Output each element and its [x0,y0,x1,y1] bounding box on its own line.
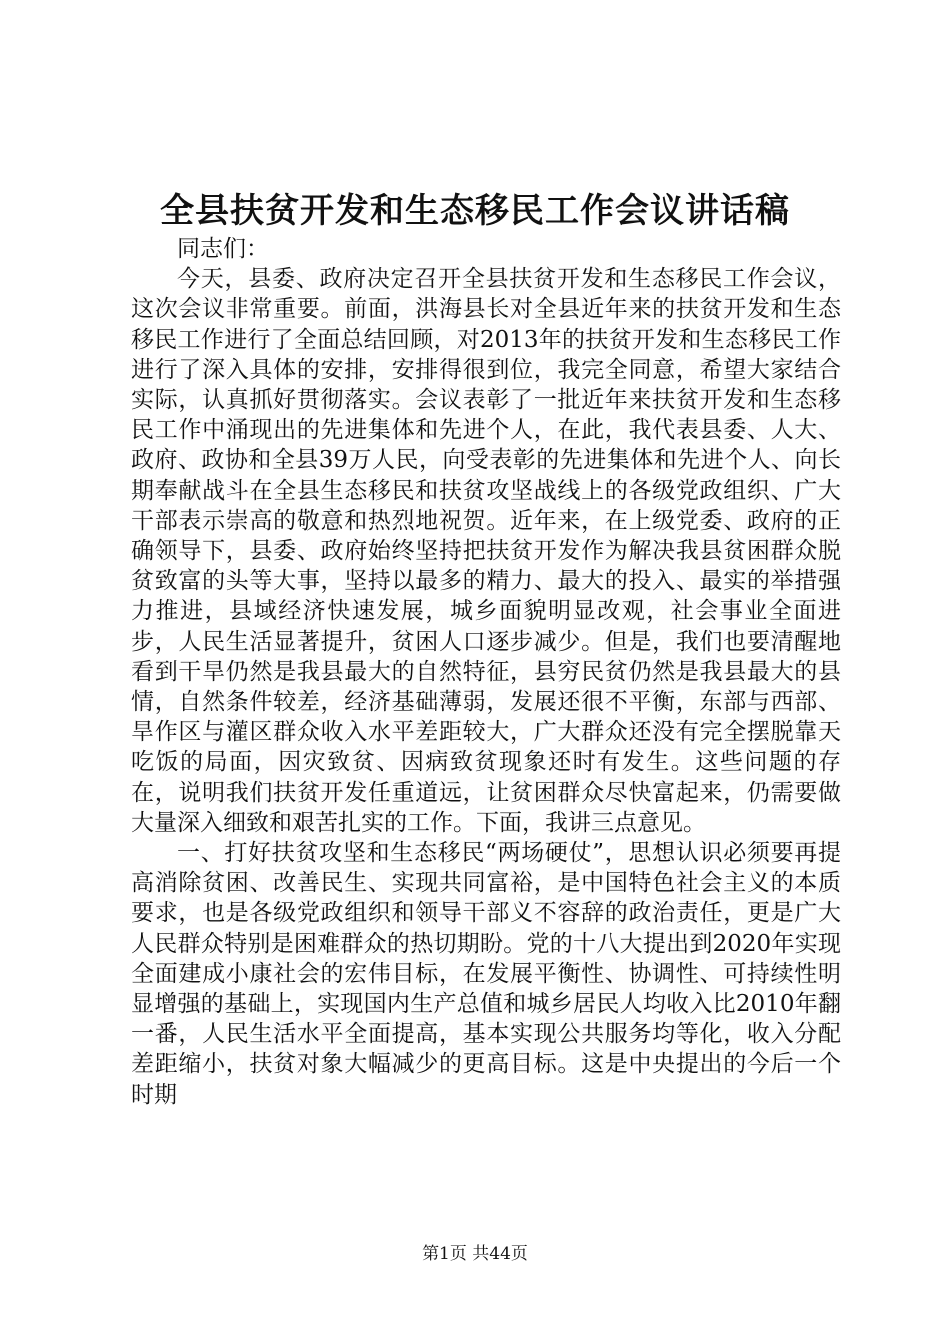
salutation-paragraph: 同志们： [177,236,269,262]
document-title: 全县扶贫开发和生态移民工作会议讲话稿 [160,191,790,231]
document-body [131,234,841,1110]
body-paragraph: 一、打好扶贫攻坚和生态移民“两场硬仗”，思想认识必须要再提高消除贫困、改善民生、实现共同富裕，是中国特色社会主义的本质要求，也是各级党政组织和领导干部义不容辞的政治责任，更是广大人民群众特别是困难群众的热切期盼。党的十八大提出到2020年实现全面建成小康社会的宏伟目标，在发展平衡性、协调性、可持续性明显增强的基础上，实现国内生产总值和城乡居民人均收入比2010年翻一番，人民生活水平全面提高，基本实现公共服务均等化，收入分配差距缩小，扶贫对象大幅减少的更高目标。这是中央提出的今后一个时期 [131,840,841,1108]
page-number-footer: 第1页 共44页 [422,1244,528,1264]
body-paragraph: 今天，县委、政府决定召开全县扶贫开发和生态移民工作会议，这次会议非常重要。前面，洪海县长对全县近年来的扶贫开发和生态移民工作进行了全面总结回顾，对2013年的扶贫开发和生态移民工作进行了深入具体的安排，安排得很到位，我完全同意，希望大家结合实际，认真抓好贯彻落实。会议表彰了一批近年来扶贫开发和生态移民工作中涌现出的先进集体和先进个人，在此，我代表县委、人大、政府、政协和全县39万人民，向受表彰的先进集体和先进个人、向长期奉献战斗在全县生态移民和扶贫攻坚战线上的各级党政组织、广大干部表示崇高的敬意和热烈地祝贺。近年来，在上级党委、政府的正确领导下，县委、政府始终坚持把扶贫开发作为解决我县贫困群众脱贫致富的头等大事，坚持以最多的精力、最大的投入、最实的举措强力推进，县域经济快速发展，城乡面貌明显改观，社会事业全面进步，人民生活显著提升，贫困人口逐步减少。但是，我们也要清醒地看到干旱仍然是我县最大的自然特征，县穷民贫仍然是我县最大的县情，自然条件较差，经济基础薄弱，发展还很不平衡，东部与西部、旱作区与灌区群众收入水平差距较大，广大群众还没有完全摆脱靠天吃饭的局面，因灾致贫、因病致贫现象还时有发生。这些问题的存在，说明我们扶贫开发任重道远，让贫困群众尽快富起来，仍需要做大量深入细致和艰苦扎实的工作。下面，我讲三点意见。 [131,266,841,836]
